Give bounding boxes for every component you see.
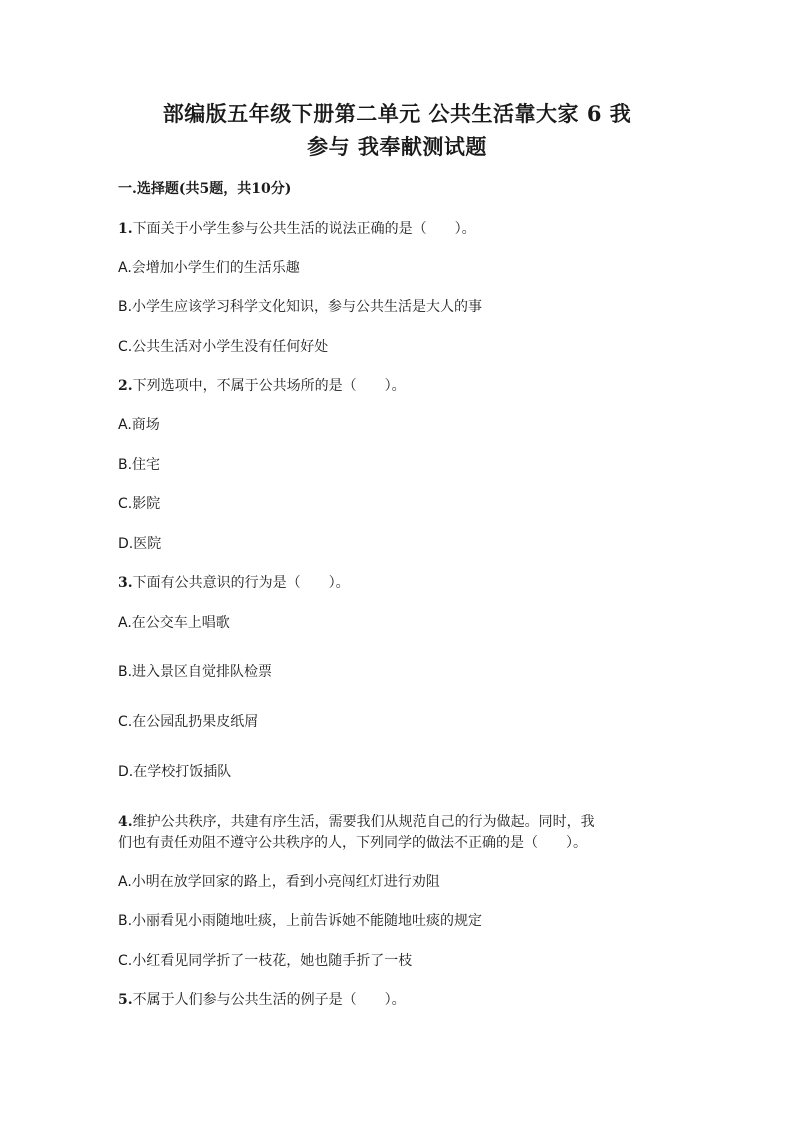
question-stem: 下列选项中，不属于公共场所的是（ ）。 [132, 378, 406, 394]
question-5 [118, 989, 406, 1009]
question-number: 2. [118, 378, 133, 394]
option-3b: B.进入景区自觉排队检票 [118, 664, 273, 680]
option-2b: B.住宅 [118, 457, 161, 473]
question-number: 3. [118, 575, 133, 591]
option-2c: C.影院 [118, 496, 161, 512]
option-1c: C.公共生活对小学生没有任何好处 [118, 339, 329, 355]
option-3d: D.在学校打饭插队 [118, 764, 232, 780]
question-stem: 维护公共秩序，共建有序生活，需要我们从规范自己的行为做起。同时，我 [132, 814, 595, 830]
question-stem: 下面有公共意识的行为是（ ）。 [132, 575, 350, 591]
option-1a: A.会增加小学生们的生活乐趣 [118, 260, 300, 276]
option-2d: D.医院 [118, 536, 162, 552]
question-number: 1. [118, 221, 133, 237]
question-3 [118, 572, 350, 592]
option-4b: B.小丽看见小雨随地吐痰，上前告诉她不能随地吐痰的规定 [118, 913, 483, 929]
question-number: 5. [118, 992, 133, 1008]
question-4-line1 [118, 811, 595, 831]
section-heading: 一.选择题(共5题，共10分) [118, 181, 292, 197]
option-3c: C.在公园乱扔果皮纸屑 [118, 714, 259, 730]
question-1 [118, 218, 476, 238]
option-4c: C.小红看见同学折了一枝花，她也随手折了一枝 [118, 953, 413, 969]
option-2a: A.商场 [118, 417, 160, 433]
question-stem: 下面关于小学生参与公共生活的说法正确的是（ ）。 [132, 221, 476, 237]
option-4a: A.小明在放学回家的路上，看到小亮闯红灯进行劝阻 [118, 874, 440, 890]
page-title-line1: 部编版五年级下册第二单元 公共生活靠大家 6 我 [162, 101, 632, 126]
question-number: 4. [118, 814, 133, 830]
option-3a: A.在公交车上唱歌 [118, 615, 230, 631]
option-1b: B.小学生应该学习科学文化知识，参与公共生活是大人的事 [118, 299, 483, 315]
page-title-line2: 参与 我奉献测试题 [307, 134, 487, 159]
question-stem: 不属于人们参与公共生活的例子是（ ）。 [132, 992, 406, 1008]
question-4-line2: 们也有责任劝阻不遵守公共秩序的人，下列同学的做法不正确的是（ ）。 [118, 835, 587, 851]
question-2 [118, 375, 406, 395]
